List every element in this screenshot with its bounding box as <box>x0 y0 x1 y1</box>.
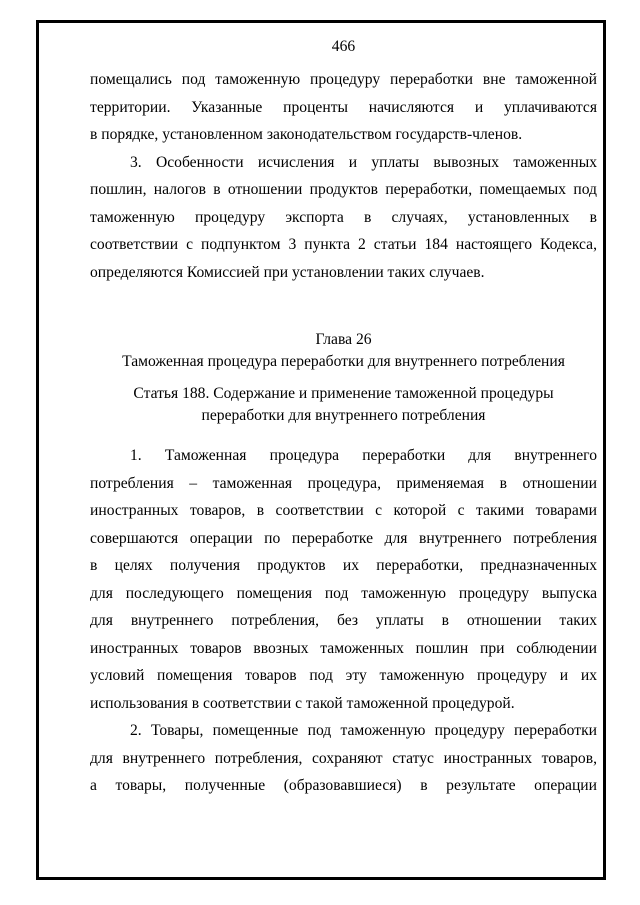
text-line: использования в соответствии с такой таможенной процедурой. <box>90 694 515 712</box>
text-line: 3. Особенности исчисления и уплаты вывозных таможенных <box>130 153 597 171</box>
text-line: для внутреннего потребления, без уплаты в отношении таких <box>90 612 597 629</box>
text-line: территории. Указанные проценты начисляются и уплачиваются <box>90 98 597 116</box>
text-line: для внутреннего потребления, сохраняют статус иностранных товаров, <box>90 749 597 767</box>
text-line: иностранных товаров ввозных таможенных пошлин при соблюдении <box>90 639 597 657</box>
text-line: совершаются операции по переработке для внутреннего потребления <box>90 529 597 547</box>
chapter-heading <box>90 329 597 373</box>
page-number: 466 <box>331 38 356 55</box>
text-line: потребления – таможенная процедура, применяемая в отношении <box>90 474 597 492</box>
article-title-line1: Статья 188. Содержание и применение таможенной процедуры <box>133 385 554 402</box>
text-line: 1. Таможенная процедура переработки для внутреннего <box>130 447 597 464</box>
text-line: таможенную процедуру экспорта в случаях, установленных в <box>90 208 597 226</box>
chapter-title: Таможенная процедура переработки для внутреннего потребления <box>122 353 565 370</box>
text-line: определяются Комиссией при установлении таких случаев. <box>90 263 485 281</box>
text-line: а товары, полученные (образовавшиеся) в результате операции <box>90 777 597 794</box>
text-line: пошлин, налогов в отношении продуктов переработки, помещаемых под <box>90 181 597 198</box>
text-line: для последующего помещения под таможенную процедуру выпуска <box>90 584 597 602</box>
text-line: в целях получения продуктов их переработки, предназначенных <box>90 557 597 574</box>
text-line: 2. Товары, помещенные под таможенную процедуру переработки <box>130 722 597 739</box>
chapter-label: Глава 26 <box>315 331 372 348</box>
text-line: соответствии с подпунктом 3 пункта 2 статьи 184 настоящего Кодекса, <box>90 236 597 253</box>
text-line: в порядке, установленном законодательством государств-членов. <box>90 126 523 143</box>
text-line: помещались под таможенную процедуру переработки вне таможенной <box>90 71 597 88</box>
intro-block <box>90 66 597 286</box>
article-title-line2: переработки для внутреннего потребления <box>201 407 486 424</box>
article-heading <box>90 383 597 427</box>
article-body <box>90 442 597 800</box>
text-line: иностранных товаров, в соответствии с которой с такими товарами <box>90 502 597 519</box>
text-line: условий помещения товаров под эту таможенную процедуру и их <box>90 667 597 684</box>
